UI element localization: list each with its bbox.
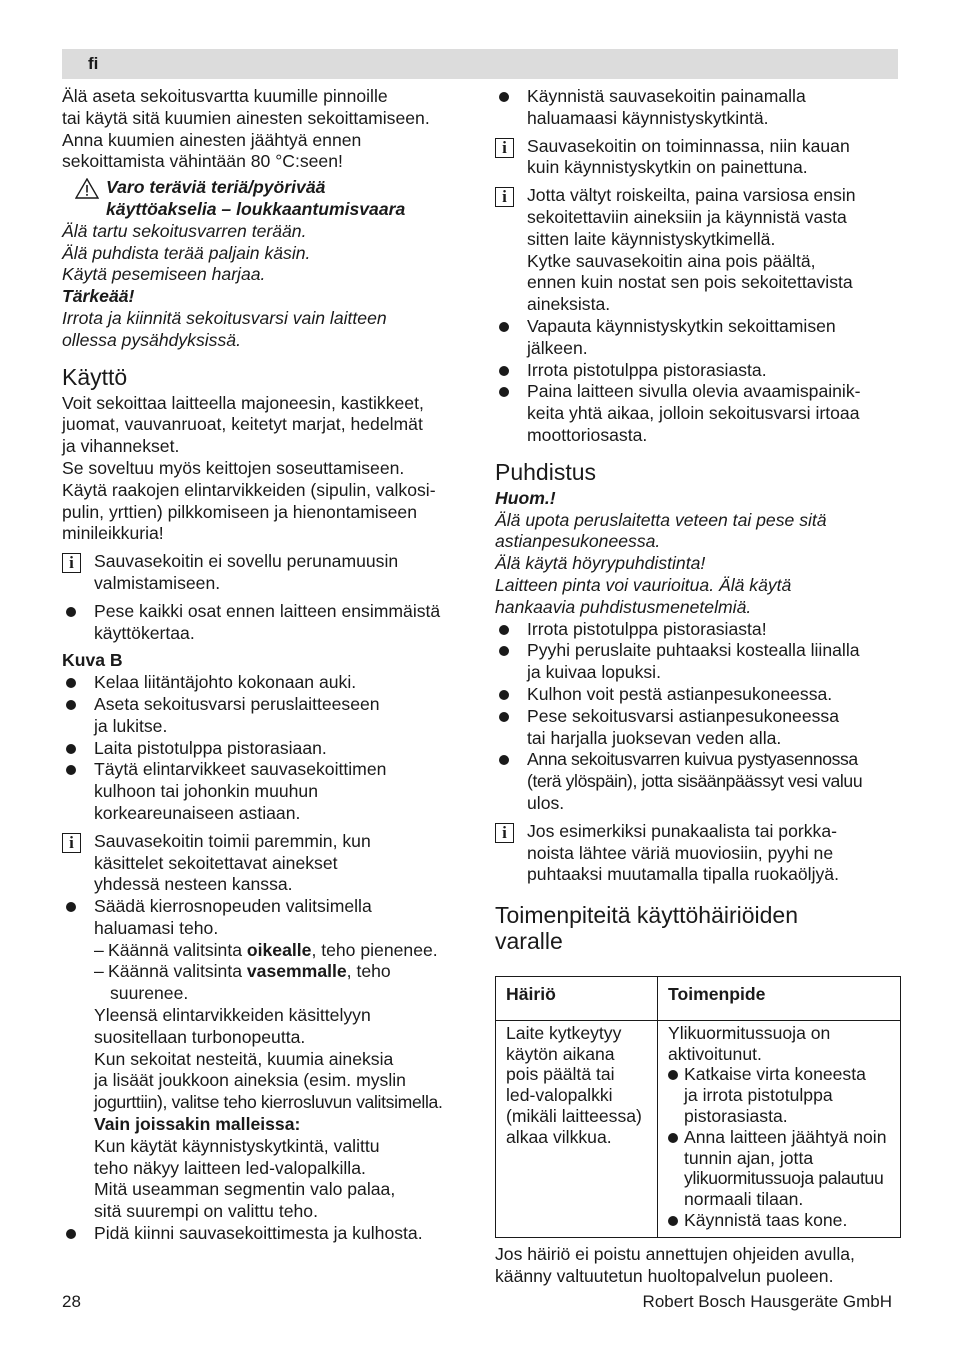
list-item: Anna laitteen jäähtyä noin tunnin ajan, jotta ylikuormitussuoja palautuu normaali tilaan.	[668, 1127, 890, 1210]
table-header-row	[496, 977, 901, 1021]
dash-item: – Käännä valitsinta vasemmalle, teho suurenee.	[94, 961, 391, 1004]
info-note: i Sauvasekoitin toimii paremmin, kun käsittelet sekoitettavat ainekset yhdessä nesteen kanssa.	[62, 831, 466, 896]
important-label: Tärkeää!	[62, 286, 135, 307]
bullet-list	[62, 896, 466, 940]
list-item: Anna sekoitusvarren kuivua pystyasennossa (terä ylöspäin), jotta sisäänpäässyt vesi valuu ulos.	[495, 749, 899, 814]
note-label: Huom.!	[495, 487, 556, 508]
bullet-list	[668, 1064, 890, 1230]
right-column	[495, 86, 899, 1287]
figure-label: Kuva B	[62, 650, 123, 671]
company-name: Robert Bosch Hausgeräte GmbH	[642, 1292, 892, 1311]
info-note: i Sauvasekoitin ei sovellu perunamuusin valmistamiseen.	[62, 551, 466, 595]
info-note: i Jotta vältyt roiskeilta, paina varsiosa ensin sekoitettaviin aineksiin ja käynnistä vasta sitten laite käynnistyskytkimellä. Kytke sauvasekoitin aina pois päältä, ennen kuin nostat sen pois sekoitettavista aineksista.	[495, 185, 899, 316]
list-item: Pyyhi peruslaite puhtaaksi kostealla liinalla ja kuivaa lopuksi.	[495, 640, 899, 684]
important-text: Irrota ja kiinnitä sekoitusvarsi vain laitteen ollessa pysähdyksissä.	[62, 307, 387, 350]
bullet-list	[495, 619, 899, 815]
language-code: fi	[88, 54, 99, 73]
section-heading-puhdistus: Puhdistus	[495, 458, 597, 485]
table-cell-remedy: Ylikuormitussuoja on aktivoitunut. Katkaise virta koneesta ja irrota pistotulppa pistorasiasta. Anna laitteen jäähtyä noin tunnin ajan, jotta ylikuormitussuoja palautuu normaali tilaan. Käynnistä taas kone.	[658, 1020, 901, 1237]
after-table-text: Jos häiriö ei poistu annettujen ohjeiden avulla, käänny valtuutetun huoltopalvelun puoleen.	[495, 1243, 855, 1286]
bullet-list	[62, 1223, 466, 1245]
left-column	[62, 86, 466, 1245]
language-bar	[62, 49, 898, 79]
info-icon: i	[62, 833, 81, 853]
list-item: Kelaa liitäntäjohto kokonaan auki.	[62, 672, 466, 694]
info-icon: i	[495, 187, 514, 207]
list-item: Säädä kierrosnopeuden valitsimella haluamasi teho.	[62, 896, 466, 940]
warning-text: Älä tartu sekoitusvarren terään. Älä puhdista terää paljain käsin. Käytä pesemiseen harjaa.	[62, 220, 311, 285]
list-item: Aseta sekoitusvarsi peruslaitteeseen ja lukitse.	[62, 694, 466, 738]
note-text: Älä upota peruslaitetta veteen tai pese sitä astianpesukoneessa. Älä käytä höyrypuhdistinta! Laitteen pinta voi vaurioitua. Älä käytä hankaavia puhdistusmenetelmiä.	[495, 509, 827, 617]
table-cell-fault: Laite kytkeytyy käytön aikana pois päältä tai led-valopalkki (mikäli laitteessa) alkaa vilkkua.	[496, 1020, 658, 1237]
section-heading-kaytto: Käyttö	[62, 363, 128, 390]
info-icon: i	[495, 138, 514, 158]
table-row	[496, 1020, 901, 1237]
warning-triangle-icon	[75, 178, 99, 199]
kaytto-paragraph-1: Voit sekoittaa laitteella majoneesin, kastikkeet, juomat, vauvanruoat, keitetyt marjat, hedelmät ja vihannekset.	[62, 392, 424, 457]
list-item: Irrota pistotulppa pistorasiasta!	[495, 619, 899, 641]
warning-block	[62, 177, 466, 221]
warning-title: Varo teräviä teriä/pyörivää käyttöakselia – loukkaantumisvaara	[106, 177, 406, 219]
page-number: 28	[62, 1292, 81, 1311]
list-item: Paina laitteen sivulla olevia avaamispainik- keita yhtä aikaa, jolloin sekoitusvarsi irtoaa moottoriosasta.	[495, 381, 899, 446]
info-note: i Sauvasekoitin on toiminnassa, niin kauan kuin käynnistyskytkin on painettuna.	[495, 136, 899, 180]
list-item: Vapauta käynnistyskytkin sekoittamisen jälkeen.	[495, 316, 899, 360]
dash-item: – Käännä valitsinta oikealle, teho pienenee.	[94, 939, 438, 960]
intro-paragraph: Älä aseta sekoitusvartta kuumille pinnoille tai käytä sitä kuumien ainesten sekoittamiseen. Anna kuumien ainesten jäähtyä ennen sekoittamista vähintään 80 °C:seen!	[62, 86, 430, 172]
bullet-list	[495, 316, 899, 447]
kaytto-paragraph-2: Se soveltuu myös keittojen soseuttamiseen.	[62, 457, 405, 478]
bullet-list	[62, 601, 466, 645]
table-header-fault: Häiriö	[496, 977, 658, 1021]
list-item: Irrota pistotulppa pistorasiasta.	[495, 360, 899, 382]
kaytto-paragraph-3: Käytä raakojen elintarvikkeiden (sipulin, valkosi- pulin, yrttien) pilkkomiseen ja hienontamiseen minileikkuria!	[62, 479, 436, 544]
bullet-list	[62, 672, 466, 825]
info-note: i Jos esimerkiksi punakaalista tai porkka- noista lähtee väriä muoviosiin, pyyhi ne puhtaaksi muutamalla tipalla ruokaöljyä.	[495, 821, 899, 886]
models-label: Vain joissakin malleissa:	[94, 1114, 301, 1135]
list-item: Pese sekoitusvarsi astianpesukoneessa tai harjalla juoksevan veden alla.	[495, 706, 899, 750]
list-item: Laita pistotulppa pistorasiaan.	[62, 738, 466, 760]
info-icon: i	[495, 823, 514, 843]
section-heading-troubleshooting: Toimenpiteitä käyttöhäiriöiden varalle	[495, 902, 799, 955]
list-item: Kulhon voit pestä astianpesukoneessa.	[495, 684, 899, 706]
table-header-remedy: Toimenpide	[658, 977, 901, 1021]
info-icon: i	[62, 553, 81, 573]
troubleshooting-table	[495, 976, 901, 1238]
turbo-paragraph: Yleensä elintarvikkeiden käsittelyyn suositellaan turbonopeutta. Kun sekoitat nesteitä, kuumia aineksia ja lisäät joukkoon aineksia (esim. myslin jogurttiin), valitse teho kierrosluvun valitsimella.	[94, 1005, 443, 1113]
list-item: Käynnistä taas kone.	[668, 1210, 890, 1231]
list-item: Katkaise virta koneesta ja irrota pistotulppa pistorasiasta.	[668, 1064, 890, 1126]
models-paragraph: Kun käytät käynnistyskytkintä, valittu teho näkyy laitteen led-valopalkilla. Mitä useamman segmentin valo palaa, sitä suurempi on valittu teho.	[94, 1135, 396, 1222]
list-item: Käynnistä sauvasekoitin painamalla haluamaasi käynnistyskytkintä.	[495, 86, 899, 130]
list-item: Pese kaikki osat ennen laitteen ensimmäistä käyttökertaa.	[62, 601, 466, 645]
list-item: Pidä kiinni sauvasekoittimesta ja kulhosta.	[62, 1223, 466, 1245]
bullet-list	[495, 86, 899, 130]
list-item: Täytä elintarvikkeet sauvasekoittimen kulhoon tai johonkin muuhun korkeareunaiseen astiaan.	[62, 759, 466, 824]
